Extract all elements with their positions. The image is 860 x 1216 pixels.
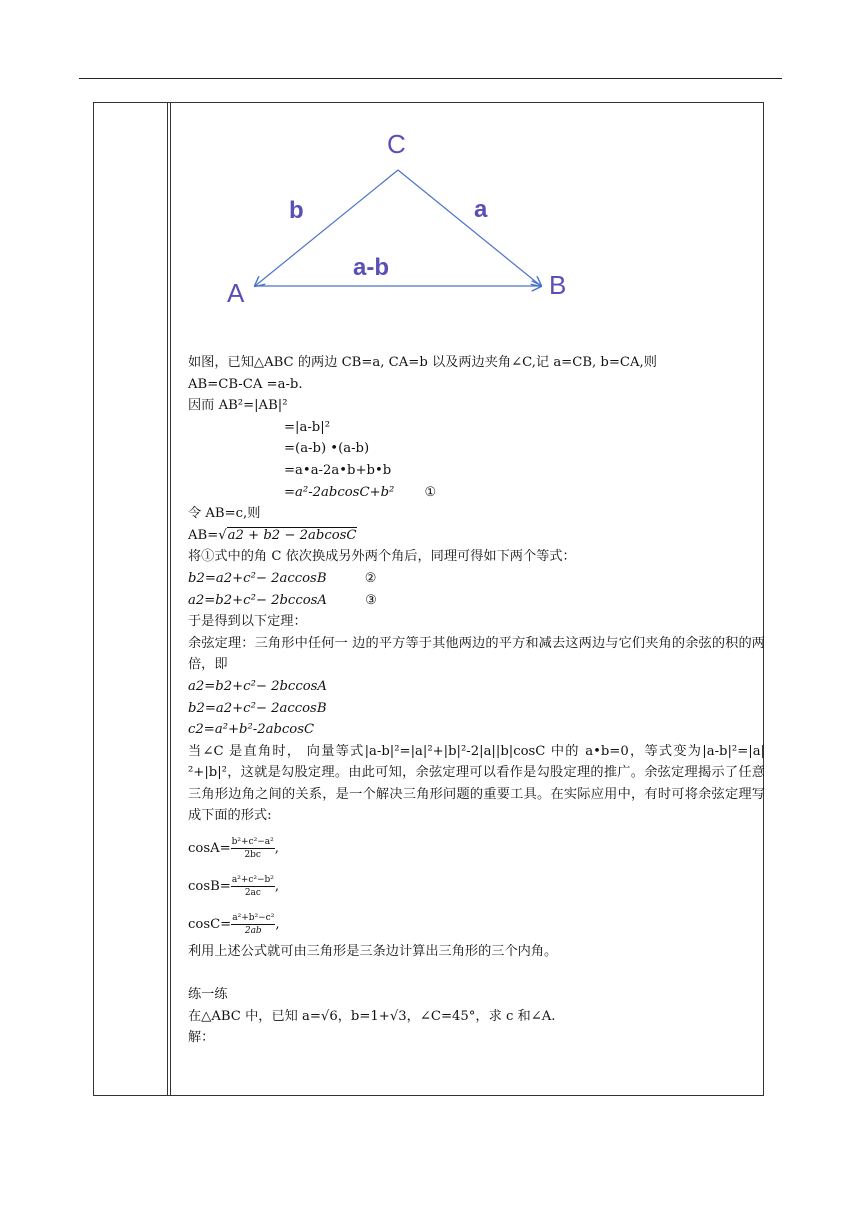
spacer: [188, 963, 765, 985]
triangle-diagram: [183, 124, 583, 314]
ab-radicand: a2 + b2 − 2abcosC: [227, 527, 357, 543]
cos-c-numerator: a²+b²−c²: [232, 913, 275, 924]
right-angle-paragraph: 当∠C 是直角时， 向量等式|a-b|²=|a|²+|b|²-2|a||b|cosC 中的 a•b=0，等式变为|a-b|²=|a|²+|b|²，这就是勾股定理。由此可知，余弦定理可以看作是勾股定理的推广。余弦定理揭示了任意三角形边角之间的关系，是一个解决三角形问题的重要工具。在实际应用中，有时可将余弦定理写成下面的形式:: [188, 743, 765, 824]
equation-b: b2=a2+c²− 2accosB: [188, 570, 327, 586]
intro-line-1: 如图，已知△ABC 的两边 CB=a, CA=b 以及两边夹角∠C,记 a=CB, b=CA,则: [188, 355, 657, 370]
cos-c-denominator: 2ab: [244, 926, 262, 937]
vertex-b-label: B: [549, 270, 567, 300]
cos-b-denominator: 2ac: [244, 888, 261, 899]
theorem-statement: 余弦定理：三角形中任何一 边的平方等于其他两边的平方和减去这两边与它们夹角的余弦的积的两倍，即: [188, 635, 765, 673]
intro-line-2: AB=CB-CA =a-b.: [188, 376, 303, 392]
cos-c-label: cosC=: [188, 917, 232, 933]
law-of-cosines-a: a2=b2+c²− 2bccosA: [188, 678, 327, 694]
cos-b-label: cosB=: [188, 879, 231, 895]
column-divider: [167, 103, 168, 1095]
theorem-intro: 于是得到以下定理：: [188, 614, 307, 630]
cos-a-denominator: 2bc: [244, 850, 261, 861]
cos-c-formula: [188, 909, 765, 941]
cos-c-fraction: [231, 913, 275, 937]
derivation-step-0: 因而 AB²=|AB|²: [188, 398, 288, 414]
cos-b-numerator: a²+c²−b²: [231, 875, 274, 886]
ab-prefix: AB=√: [188, 527, 227, 543]
cos-b-formula: [188, 871, 765, 903]
equation-a: a2=b2+c²− 2bccosA: [188, 592, 327, 608]
usage-text: 利用上述公式就可由三角形是三条边计算出三角形的三个内角。: [188, 944, 558, 960]
cos-a-formula: [188, 833, 765, 865]
equation-mark-3: ③: [365, 592, 377, 608]
cos-a-label: cosA=: [188, 841, 231, 857]
derivation-step-4: [188, 482, 765, 504]
law-of-cosines-b: b2=a2+c²− 2accosB: [188, 700, 327, 716]
swap-text: 将①式中的角 C 依次换成另外两个角后，同理可得如下两个等式：: [188, 549, 576, 565]
let-ab-line: 令 AB=c,则: [188, 506, 261, 522]
side-ab-label: a-b: [353, 254, 389, 281]
derivation-step-1: =|a-b|²: [284, 419, 330, 435]
column-divider: [170, 103, 171, 1095]
cos-b-fraction: [231, 875, 275, 899]
cos-a-fraction: [231, 837, 275, 861]
equation-b-row: [188, 568, 765, 590]
solution-label: 解：: [188, 1030, 215, 1046]
lesson-content: [188, 352, 765, 1049]
side-cb-line: [398, 170, 541, 286]
side-a-label: a: [474, 196, 488, 223]
practice-title: 练一练: [188, 987, 228, 1003]
derivation-step-3: =a•a-2a•b+b•b: [284, 462, 392, 478]
ab-formula: [188, 525, 765, 547]
vertex-a-label: A: [227, 278, 245, 308]
equation-mark-1: ①: [424, 484, 437, 500]
cos-b-comma: ,: [274, 879, 280, 895]
practice-problem: 在△ABC 中，已知 a=√6，b=1+√3，∠C=45°，求 c 和∠A.: [188, 1008, 556, 1024]
cos-a-numerator: b²+c²−a²: [231, 837, 274, 848]
equation-4: =a²-2abcosC+b²: [284, 484, 395, 500]
law-of-cosines-c: c2=a²+b²-2abcosC: [188, 722, 315, 738]
header-rule: [79, 78, 782, 79]
equation-a-row: [188, 590, 765, 612]
derivation-step-2: =(a-b) •(a-b): [284, 441, 370, 457]
equation-mark-2: ②: [364, 570, 377, 586]
vertex-c-label: C: [387, 129, 406, 159]
cos-a-comma: ,: [274, 841, 279, 857]
cos-c-comma: ,: [275, 917, 280, 933]
side-b-label: b: [289, 197, 304, 224]
